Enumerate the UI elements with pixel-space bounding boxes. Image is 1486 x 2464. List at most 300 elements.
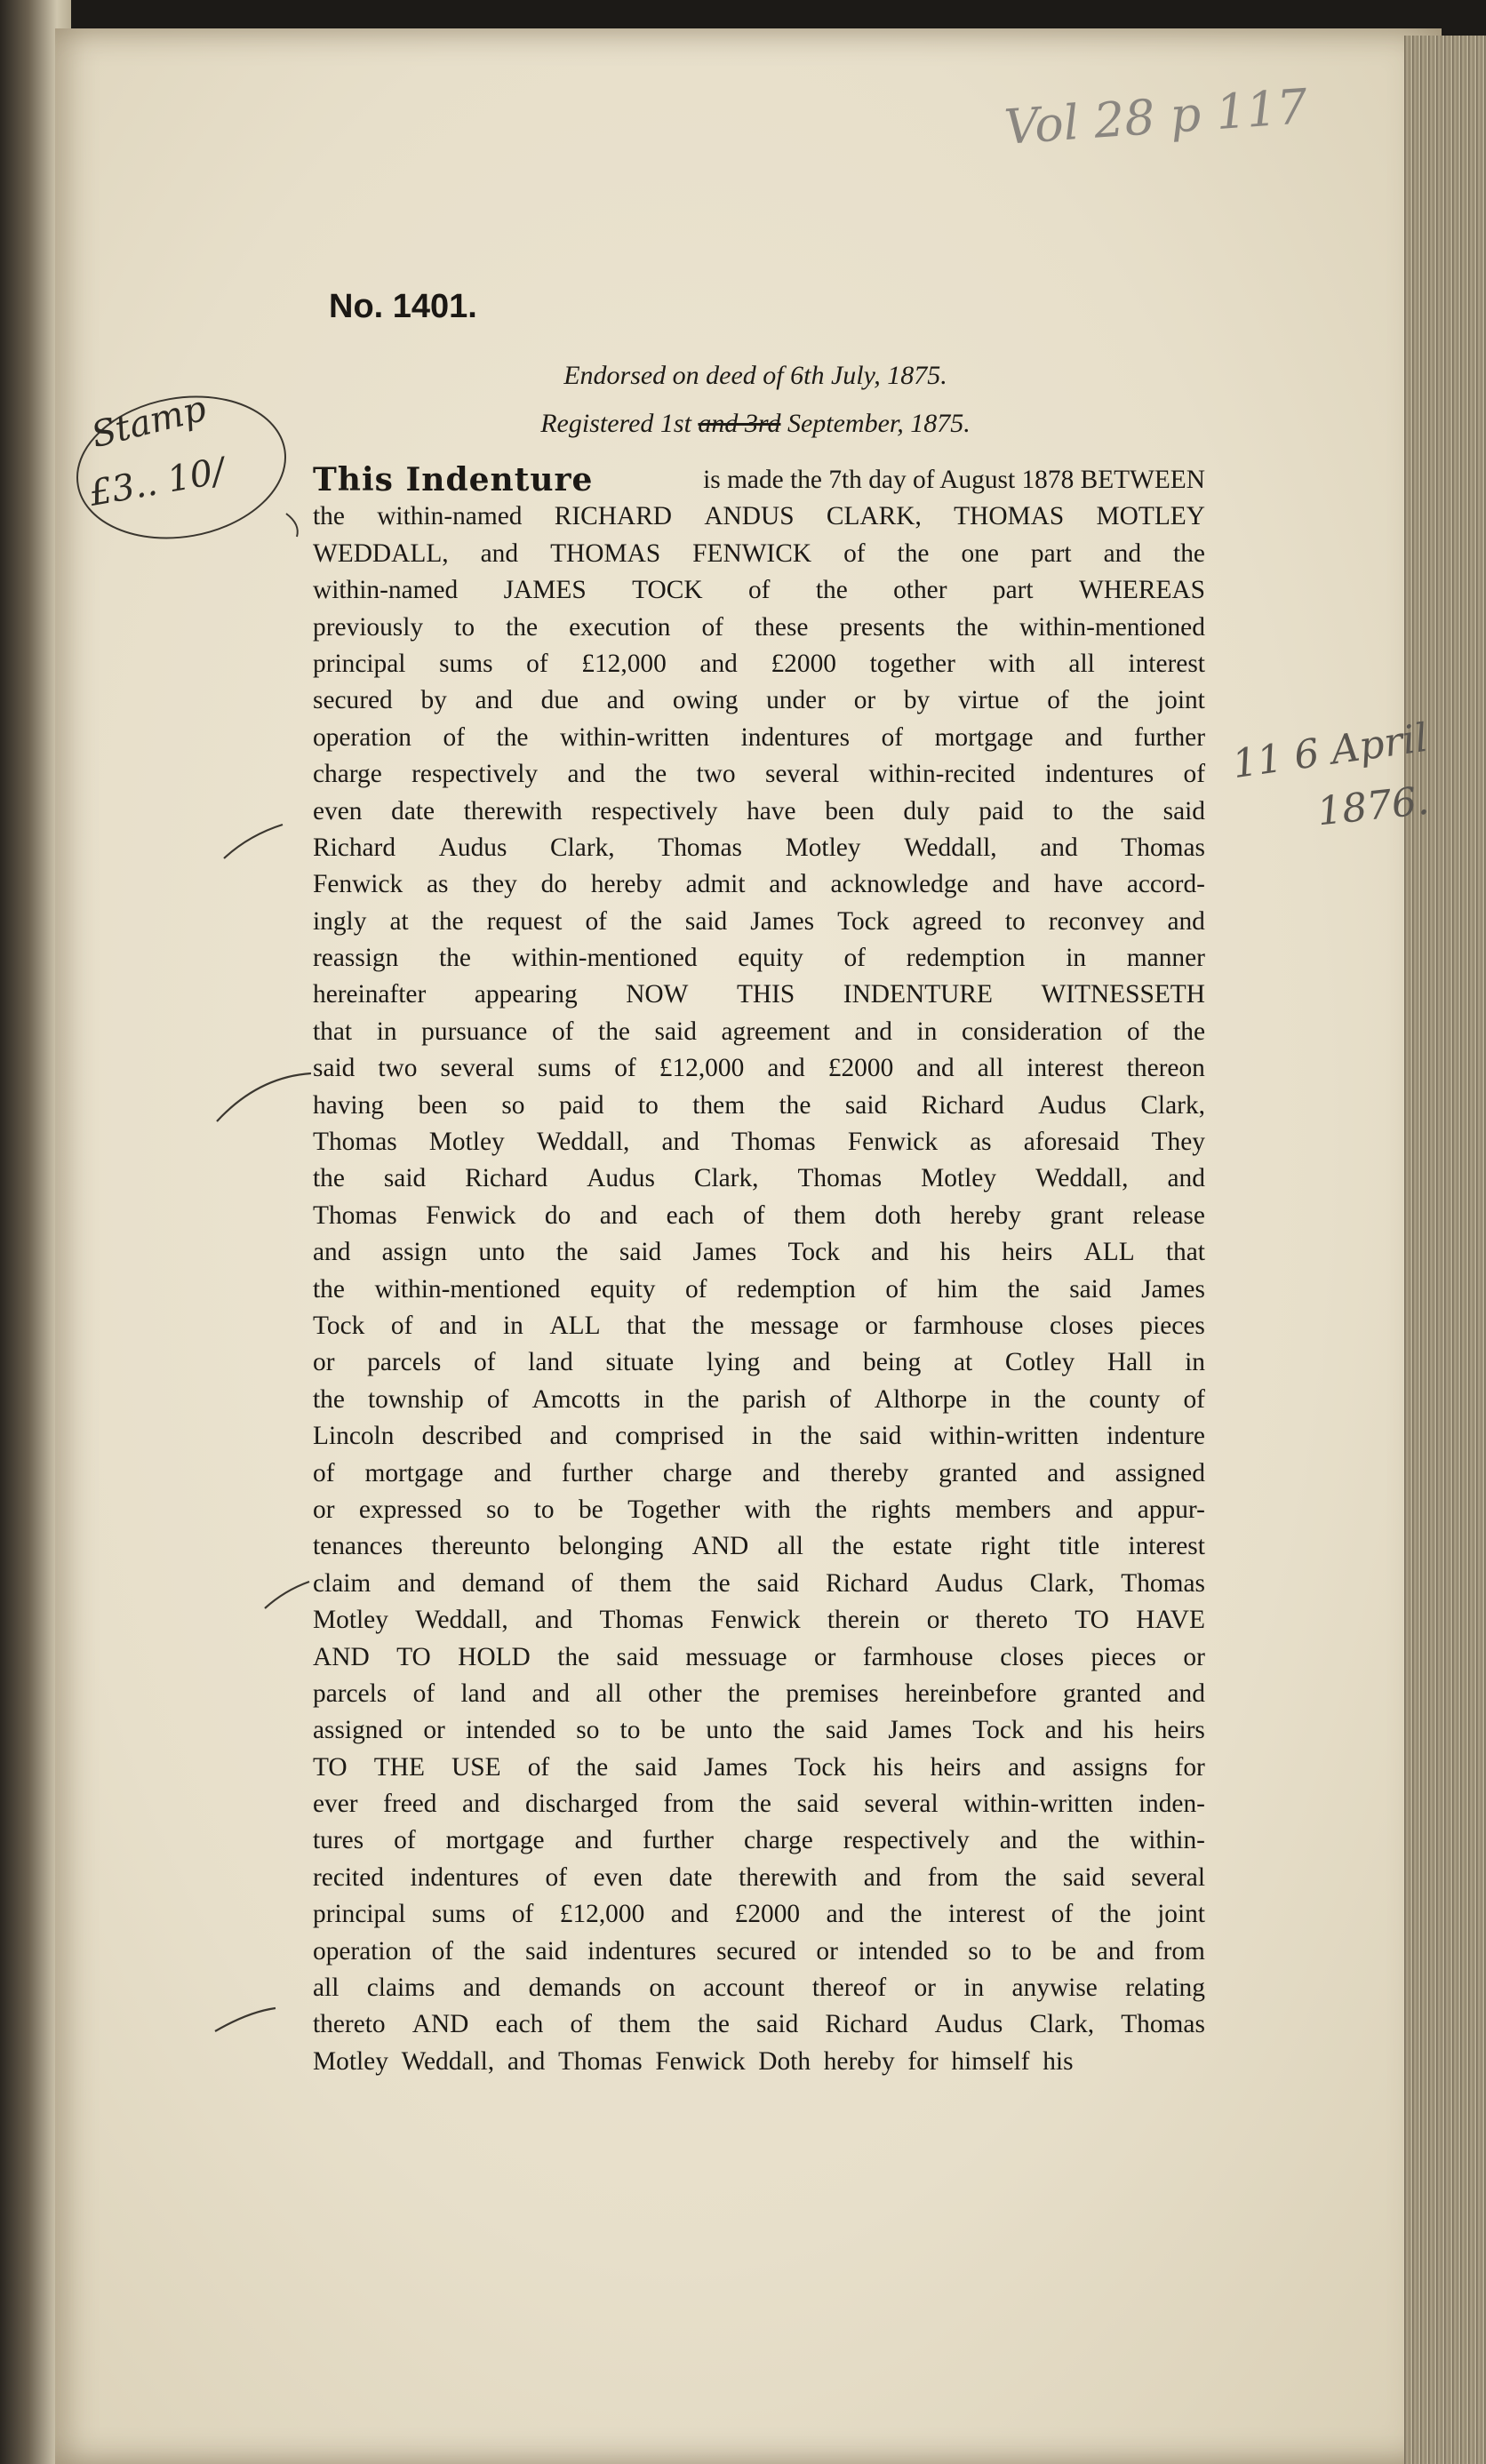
word: and xyxy=(1047,1458,1085,1487)
word: Thomas xyxy=(1121,1568,1205,1598)
word: from xyxy=(663,1790,715,1819)
word: further xyxy=(561,1458,633,1487)
word: Fenwick xyxy=(426,1200,516,1230)
text-line xyxy=(313,940,1205,977)
word: thereon xyxy=(1126,1054,1205,1083)
word: of xyxy=(1051,1900,1074,1929)
word: Motley xyxy=(785,833,861,862)
word: Audus xyxy=(1038,1090,1107,1120)
word: WITNESSETH xyxy=(1041,980,1205,1009)
word: the xyxy=(576,1752,609,1782)
indenture-body xyxy=(313,462,1205,2080)
word: TOCK xyxy=(632,576,703,605)
word: by xyxy=(420,686,447,715)
word: Audus xyxy=(587,1164,655,1193)
word: previously xyxy=(313,612,424,642)
word: principal xyxy=(313,1900,406,1929)
word: manner xyxy=(1126,944,1205,973)
word: of xyxy=(684,1274,707,1304)
word: the xyxy=(779,1090,811,1120)
word: the xyxy=(772,1716,805,1745)
word: therein xyxy=(827,1606,900,1635)
word: the xyxy=(1102,796,1134,825)
word: his xyxy=(939,1238,971,1267)
text-line xyxy=(313,756,1205,793)
word: himself xyxy=(951,2046,1030,2076)
word: in xyxy=(751,1422,772,1451)
word: recited xyxy=(313,1862,384,1892)
word: the xyxy=(739,1790,771,1819)
word: of xyxy=(390,1311,413,1340)
text-line xyxy=(313,682,1205,719)
word: respectively xyxy=(591,796,718,825)
word: Clark, xyxy=(1140,1090,1205,1120)
word: Weddall, xyxy=(401,2046,495,2076)
word: AND xyxy=(313,1642,370,1671)
text-line xyxy=(313,1160,1205,1197)
word: ALL xyxy=(1083,1238,1135,1267)
word: the xyxy=(313,1164,345,1193)
word: unto xyxy=(478,1238,525,1267)
text-line xyxy=(313,1418,1205,1455)
word: from xyxy=(927,1862,979,1892)
word: inden- xyxy=(1138,1790,1205,1819)
word: rights xyxy=(871,1495,931,1524)
word: HOLD xyxy=(458,1642,531,1671)
word: Lincoln xyxy=(313,1422,395,1451)
word: Richard xyxy=(313,833,396,862)
word: Cotley xyxy=(1004,1348,1075,1377)
word: Tock xyxy=(837,906,890,936)
word: the xyxy=(1173,538,1205,568)
word: under xyxy=(766,686,826,715)
word: be xyxy=(578,1495,603,1524)
word: and xyxy=(767,1054,805,1083)
word: the xyxy=(955,612,988,642)
word: of xyxy=(843,538,866,568)
word: Clark, xyxy=(1029,2010,1095,2039)
word: Richard xyxy=(825,1568,909,1598)
word: of xyxy=(313,1458,335,1487)
word: and xyxy=(574,1826,613,1855)
word: even xyxy=(313,796,363,825)
word: and xyxy=(507,2046,546,2076)
word: or xyxy=(1183,1642,1205,1671)
word: appur- xyxy=(1137,1495,1205,1524)
word: and xyxy=(397,1568,435,1598)
word: the xyxy=(439,944,471,973)
word: Thomas xyxy=(313,1128,397,1157)
word: or xyxy=(423,1716,445,1745)
word: ingly xyxy=(313,906,367,936)
word: and xyxy=(531,1679,570,1708)
text-line xyxy=(313,1344,1205,1381)
word: and xyxy=(769,870,807,899)
word: of xyxy=(743,1200,765,1230)
word: with xyxy=(744,1495,791,1524)
word: of xyxy=(474,1348,496,1377)
word: or xyxy=(853,686,876,715)
word: and xyxy=(863,1862,902,1892)
word: land xyxy=(528,1348,573,1377)
word: of xyxy=(545,1862,567,1892)
word: all xyxy=(977,1054,1004,1083)
word: and xyxy=(480,538,519,568)
word: and xyxy=(599,1200,638,1230)
word: therewith xyxy=(739,1862,838,1892)
word: township xyxy=(368,1384,464,1414)
volume-reference-text: Vol 28 p 117 xyxy=(1002,78,1310,155)
word: Clark, xyxy=(550,833,615,862)
word: claim xyxy=(313,1568,372,1598)
tick-mark-icon xyxy=(286,514,298,537)
word: virtue xyxy=(957,686,1019,715)
stamp-amount: £3.. 10/ xyxy=(86,451,228,514)
word: the xyxy=(1097,686,1130,715)
word: appearing xyxy=(474,980,578,1009)
text-line xyxy=(313,1934,1205,1970)
word: and xyxy=(1065,722,1103,752)
word: the xyxy=(832,1532,865,1561)
word: equity xyxy=(589,1274,656,1304)
word: be xyxy=(660,1716,686,1745)
word: the xyxy=(1004,1862,1037,1892)
word: the xyxy=(313,1384,345,1414)
word: Doth xyxy=(758,2046,811,2076)
word: the xyxy=(1173,1017,1205,1046)
word: interest xyxy=(1027,1054,1104,1083)
word: the xyxy=(897,538,930,568)
word: together xyxy=(869,649,955,678)
word: James xyxy=(692,1238,757,1267)
word: and xyxy=(462,1974,501,2003)
word: reassign xyxy=(313,944,399,973)
word: with xyxy=(988,649,1035,678)
word: in xyxy=(963,1974,985,2003)
word: unto xyxy=(706,1716,753,1745)
word: several xyxy=(764,760,840,789)
word: so xyxy=(486,1495,510,1524)
word: have xyxy=(747,796,796,825)
text-line xyxy=(313,1124,1205,1160)
word: of xyxy=(843,944,866,973)
text-line xyxy=(313,1566,1205,1602)
word: Thomas xyxy=(557,2046,643,2076)
text-line xyxy=(313,498,1205,535)
word: demand xyxy=(461,1568,545,1598)
word: and xyxy=(871,1238,909,1267)
word: by xyxy=(903,686,931,715)
word: interest xyxy=(1128,649,1205,678)
word: freed xyxy=(383,1790,437,1819)
word: indenture xyxy=(1106,1422,1205,1451)
text-line xyxy=(313,720,1205,756)
word: Audus xyxy=(934,1568,1003,1598)
word: indentures xyxy=(1044,760,1154,789)
word: that xyxy=(1165,1238,1205,1267)
word: parish xyxy=(742,1384,807,1414)
word: the xyxy=(727,1679,760,1708)
word: THIS xyxy=(736,980,795,1009)
word: redemption xyxy=(737,1274,856,1304)
word: date xyxy=(391,796,435,825)
word: RICHARD xyxy=(554,502,673,531)
word: Thomas xyxy=(599,1606,684,1635)
word: of xyxy=(511,1900,534,1929)
word: operation xyxy=(313,722,411,752)
word: being xyxy=(863,1348,922,1377)
text-line xyxy=(313,1676,1205,1712)
word: pursuance xyxy=(421,1017,528,1046)
word: and xyxy=(826,1900,864,1929)
word: the xyxy=(506,612,539,642)
text-line xyxy=(313,1896,1205,1933)
word: have xyxy=(1053,870,1104,899)
word: and xyxy=(313,1238,351,1267)
word: James xyxy=(703,1752,768,1782)
word: thereby xyxy=(830,1458,909,1487)
text-line xyxy=(313,1272,1205,1308)
word: so xyxy=(501,1090,525,1120)
word: equity xyxy=(738,944,803,973)
word: the xyxy=(815,1495,848,1524)
word: JAMES xyxy=(503,576,587,605)
word: mortgage xyxy=(934,722,1034,752)
text-line xyxy=(313,830,1205,866)
word: the xyxy=(473,1936,506,1966)
word: comprised xyxy=(615,1422,724,1451)
word: farmhouse xyxy=(913,1311,1024,1340)
word: joint xyxy=(1156,686,1205,715)
word: INDENTURE xyxy=(843,980,993,1009)
word: be xyxy=(1051,1936,1077,1966)
word: other xyxy=(648,1679,702,1708)
text-line xyxy=(313,1050,1205,1087)
text-line xyxy=(313,1088,1205,1124)
word: part xyxy=(1030,538,1072,568)
word: and xyxy=(661,1128,699,1157)
word: Fenwick xyxy=(655,2046,746,2076)
word: and xyxy=(1075,1495,1114,1524)
word: all xyxy=(595,1679,622,1708)
word: and xyxy=(999,1826,1038,1855)
word: hereby xyxy=(590,870,662,899)
word: his xyxy=(1103,1716,1134,1745)
word: heirs xyxy=(1002,1238,1053,1267)
word: and xyxy=(606,686,645,715)
word: therewith xyxy=(463,796,563,825)
text-line-heading xyxy=(313,462,1205,498)
word: the xyxy=(890,1900,923,1929)
text-line: is made the 7th day of August 1878 BETWEEN xyxy=(703,466,1205,494)
word: intended xyxy=(465,1716,556,1745)
word: so xyxy=(968,1936,992,1966)
word: sums xyxy=(431,1900,486,1929)
word: said xyxy=(1162,796,1205,825)
registration-struck-text: and 3rd xyxy=(698,409,781,438)
word: within- xyxy=(1130,1826,1205,1855)
word: ever xyxy=(313,1790,358,1819)
text-line xyxy=(313,1455,1205,1492)
word: grant xyxy=(1050,1200,1104,1230)
word: been xyxy=(418,1090,467,1120)
word: £2000 xyxy=(771,649,836,678)
word: said xyxy=(755,2010,799,2039)
word: interest xyxy=(1128,1532,1205,1561)
word: secured xyxy=(313,686,393,715)
word: within-written xyxy=(963,1790,1114,1819)
word: in xyxy=(990,1384,1011,1414)
text-line xyxy=(313,793,1205,830)
word: Weddall, xyxy=(904,833,997,862)
word: them xyxy=(692,1090,746,1120)
word: two xyxy=(378,1054,418,1083)
word: mortgage xyxy=(445,1826,545,1855)
word: the xyxy=(815,576,848,605)
word: one xyxy=(961,538,999,568)
word: of xyxy=(412,1679,435,1708)
word: Weddall, xyxy=(415,1606,508,1635)
word: closes xyxy=(1050,1311,1114,1340)
word: £12,000 xyxy=(581,649,667,678)
word: said xyxy=(796,1790,839,1819)
word: and xyxy=(1103,538,1142,568)
word: in xyxy=(1066,944,1087,973)
word: Tock xyxy=(794,1752,847,1782)
word: his xyxy=(873,1752,904,1782)
word: Tock xyxy=(313,1311,365,1340)
word: doth xyxy=(875,1200,922,1230)
tick-mark-icon xyxy=(217,1073,311,1121)
word: and xyxy=(534,1606,573,1635)
word: granted xyxy=(1062,1679,1142,1708)
word: even xyxy=(593,1862,643,1892)
word: respectively xyxy=(843,1826,970,1855)
text-line xyxy=(313,610,1205,646)
word: been xyxy=(825,796,875,825)
word: reconvey xyxy=(1048,906,1145,936)
word: owing xyxy=(672,686,739,715)
word: Tock xyxy=(787,1238,840,1267)
word: assigned xyxy=(1114,1458,1205,1487)
word: said xyxy=(616,1642,659,1671)
word: and xyxy=(992,870,1030,899)
word: paid xyxy=(979,796,1024,825)
word: Thomas xyxy=(313,1200,397,1230)
word: to xyxy=(1052,796,1074,825)
word: sums xyxy=(537,1054,592,1083)
word: indentures xyxy=(410,1862,519,1892)
word: farmhouse xyxy=(862,1642,973,1671)
word: Hall xyxy=(1107,1348,1153,1377)
word: THE xyxy=(373,1752,425,1782)
word: within-written xyxy=(559,722,710,752)
word: or xyxy=(313,1348,335,1377)
word: NOW xyxy=(626,980,689,1009)
word: of xyxy=(701,612,723,642)
word: of xyxy=(394,1826,416,1855)
word: date xyxy=(668,1862,713,1892)
word: request xyxy=(486,906,563,936)
word: Motley xyxy=(313,1606,388,1635)
word: and xyxy=(1040,833,1078,862)
word: heirs xyxy=(930,1752,981,1782)
word: or xyxy=(865,1311,887,1340)
word: and xyxy=(438,1311,477,1340)
word: the xyxy=(799,1422,832,1451)
word: two xyxy=(696,760,736,789)
text-line xyxy=(313,1308,1205,1344)
word: Motley xyxy=(921,1164,997,1193)
word: pieces xyxy=(1139,1311,1205,1340)
word: estate xyxy=(892,1532,953,1561)
word: several xyxy=(1130,1862,1205,1892)
word: ANDUS xyxy=(704,502,795,531)
word: at xyxy=(389,906,409,936)
word: £2000 xyxy=(827,1054,894,1083)
word: lying xyxy=(706,1348,761,1377)
word: Thomas xyxy=(1121,833,1205,862)
word: in xyxy=(1185,1348,1205,1377)
word: and xyxy=(1167,906,1205,936)
word: further xyxy=(643,1826,714,1855)
stamp-word: Stamp xyxy=(87,387,211,457)
word: agreed xyxy=(912,906,982,936)
word: said xyxy=(619,1238,662,1267)
word: of xyxy=(1126,1017,1149,1046)
word: MOTLEY xyxy=(1096,502,1205,531)
word: or xyxy=(816,1936,838,1966)
word: HAVE xyxy=(1136,1606,1205,1635)
word: Fenwick xyxy=(847,1128,939,1157)
word: of xyxy=(747,576,771,605)
word: said xyxy=(1062,1862,1106,1892)
word: to xyxy=(1011,1936,1032,1966)
text-line xyxy=(313,1639,1205,1676)
word: £2000 xyxy=(734,1900,801,1929)
word: ALL xyxy=(549,1311,601,1340)
word: consideration xyxy=(962,1017,1103,1046)
word: said xyxy=(825,1716,868,1745)
word: agreement xyxy=(721,1017,830,1046)
word: indentures xyxy=(740,722,851,752)
word: the xyxy=(687,1384,720,1414)
word: account xyxy=(703,1974,785,2003)
word: and xyxy=(670,1900,709,1929)
word: within-mentioned xyxy=(511,944,698,973)
word: admit xyxy=(685,870,746,899)
word: Richard xyxy=(921,1090,1004,1120)
word: or xyxy=(914,1974,936,2003)
word: said xyxy=(383,1164,427,1193)
word: thereof xyxy=(811,1974,887,2003)
word: to xyxy=(637,1090,659,1120)
word: part xyxy=(992,576,1034,605)
word: the xyxy=(598,1017,630,1046)
word: hereby xyxy=(823,2046,895,2076)
word: thereunto xyxy=(431,1532,531,1561)
word: within-named xyxy=(313,576,459,605)
word: WEDDALL, xyxy=(313,538,449,568)
word: his xyxy=(1043,2046,1074,2076)
word: hereinbefore xyxy=(905,1679,1037,1708)
word: several xyxy=(440,1054,515,1083)
word: from xyxy=(1154,1936,1205,1966)
word: them xyxy=(793,1200,846,1230)
word: them xyxy=(619,2010,671,2039)
word: do xyxy=(540,870,568,899)
word: assign xyxy=(381,1238,448,1267)
